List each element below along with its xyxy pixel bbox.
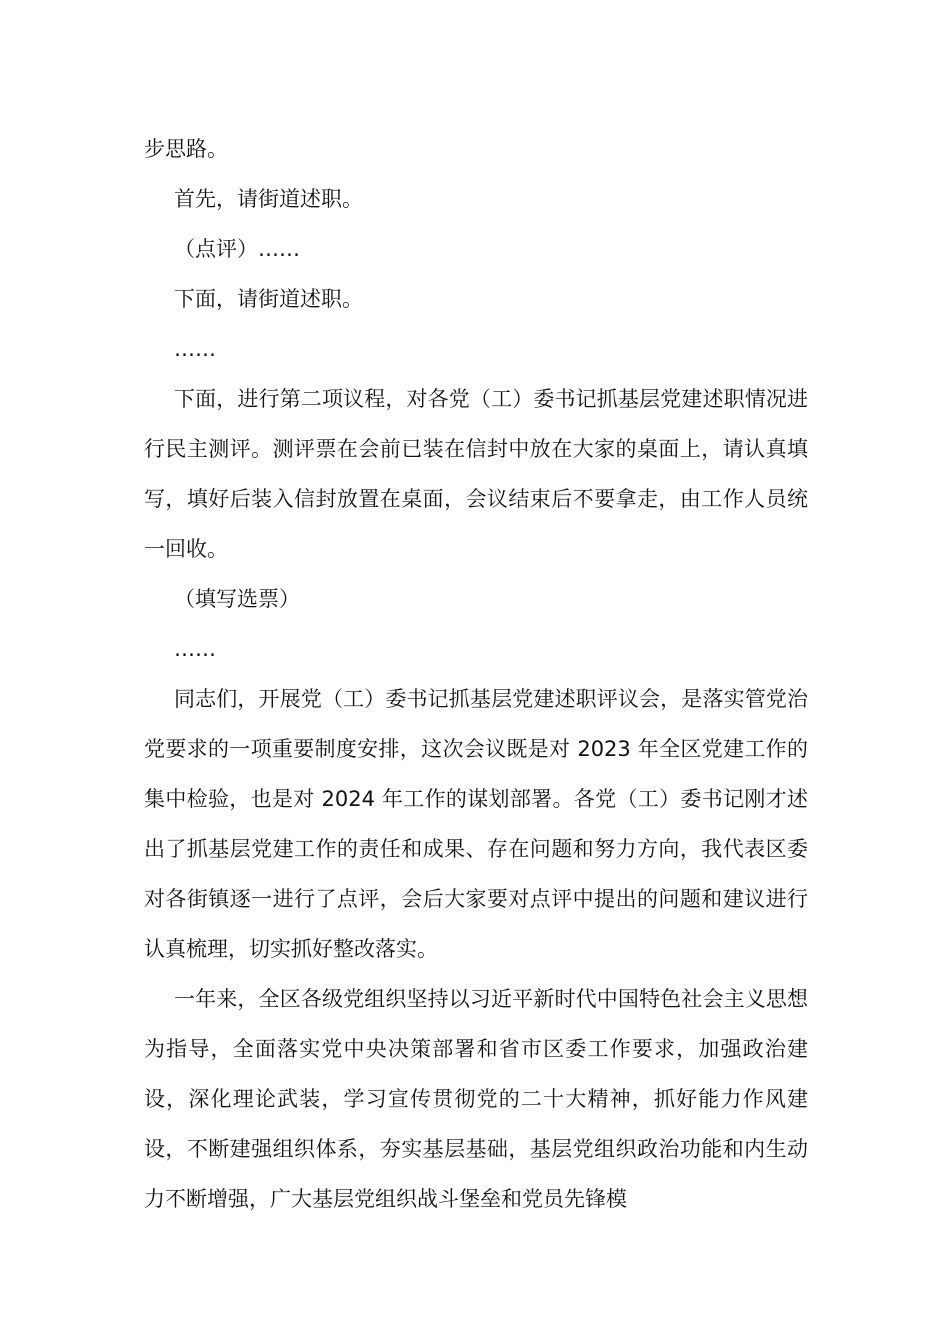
paragraph-first-report: 首先，请街道述职。 bbox=[174, 187, 363, 211]
paragraph-ellipsis: …… bbox=[174, 337, 216, 361]
paragraph-continuation: 步思路。 bbox=[144, 137, 228, 161]
paragraph-ballot-note: （填写选票） bbox=[174, 587, 300, 611]
paragraph-next-report: 下面，请街道述职。 bbox=[174, 287, 363, 311]
paragraph-comment-note: （点评）…… bbox=[174, 237, 300, 261]
paragraph-second-agenda: 下面，进行第二项议程，对各党（工）委书记抓基层党建述职情况进行民主测评。测评票在会前已装在信封中放在大家的桌面上，请认真填写，填好后装入信封放置在桌面，会议结束后不要拿走，由工作人员统一回收。 bbox=[144, 387, 808, 561]
paragraph-ellipsis: …… bbox=[174, 637, 216, 661]
paragraph-past-year: 一年来，全区各级党组织坚持以习近平新时代中国特色社会主义思想为指导，全面落实党中央决策部署和省市区委工作要求，加强政治建设，深化理论武装，学习宣传贯彻党的二十大精神，抓好能力作风建设，不断建强组织体系，夯实基层基础，基层党组织政治功能和内生动力不断增强，广大基层党组织战斗堡垒和党员先锋模 bbox=[144, 987, 808, 1211]
paragraph-comrades: 同志们，开展党（工）委书记抓基层党建述职评议会，是落实管党治党要求的一项重要制度安排，这次会议既是对 2023 年全区党建工作的集中检验，也是对 2024 年工作的谋划部署。各党（工）委书记刚才述出了抓基层党建工作的责任和成果、存在问题和努力方向，我代表区委对各街镇逐一进行了点评，会后大家要对点评中提出的问题和建议进行认真梳理，切实抓好整改落实。 bbox=[144, 687, 808, 961]
document-body bbox=[144, 124, 808, 1224]
